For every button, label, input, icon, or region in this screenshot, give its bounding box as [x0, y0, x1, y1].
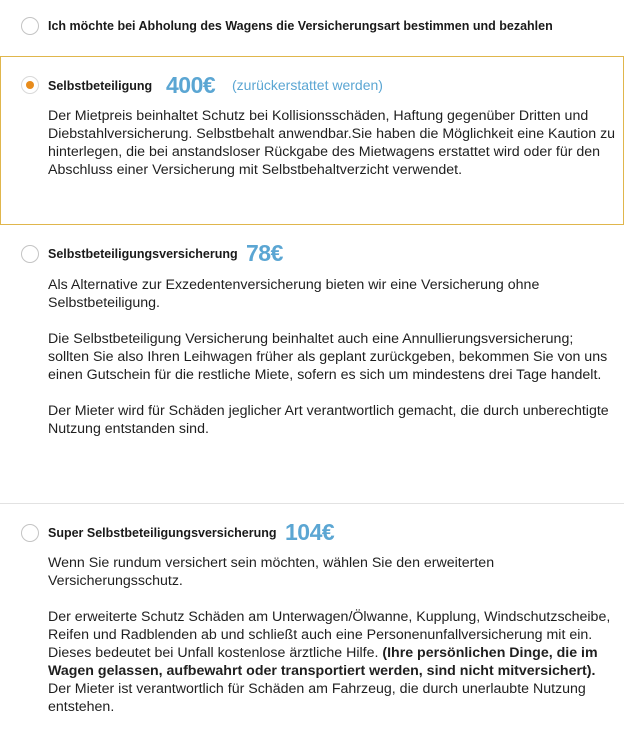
insurance-option-selbstbeteiligungsversicherung[interactable] [0, 225, 624, 503]
option-label[interactable]: Ich möchte bei Abholung des Wagens die Versicherungsart bestimmen und bezahlen [48, 19, 553, 33]
radio-selbstbeteiligung[interactable] [21, 76, 39, 94]
description-paragraph: Der Mieter wird für Schäden jeglicher Art verantwortlich gemacht, die durch unberechtigte Nutzung entstanden sind. [48, 403, 609, 437]
description-paragraph: Als Alternative zur Exzedentenversicherung bieten wir eine Versicherung ohne Selbstbeteiligung. [48, 277, 540, 311]
option-label[interactable]: Selbstbeteiligung [48, 79, 153, 93]
refund-note: (zurückerstattet werden) [232, 77, 383, 93]
option-description [48, 107, 618, 179]
description-paragraph: Wenn Sie rundum versichert sein möchten, wählen Sie den erweiterten Versicherungsschutz. [48, 555, 495, 589]
description-paragraph: Der Mietpreis beinhaltet Schutz bei Kollisionsschäden, Haftung gegenüber Dritten und Diebstahlversicherung. Selbstbehalt anwendbar.Sie haben die Möglichkeit eine Kaution zu hinterlegen, die bei anstandsloser Rückgabe des Mietwagens erstattet wird oder für den Abschluss einer Versicherung mit Selbstbehaltverzicht verwendet. [48, 108, 616, 178]
description-text: Der Mieter ist verantwortlich für Schäden am Fahrzeug, die durch unerlaubte Nutzung entstehen. [48, 681, 586, 715]
description-paragraph: Die Selbstbeteiligung Versicherung beinhaltet auch eine Annullierungsversicherung; sollten Sie also Ihren Leihwagen früher als geplant zurückgeben, bekommen Sie von uns einen Gutschein für die restliche Miete, sofern es sich um mindestens drei Tage handelt. [48, 331, 608, 383]
option-description [48, 554, 618, 716]
insurance-option-selbstbeteiligung[interactable] [0, 56, 624, 225]
option-label[interactable]: Super Selbstbeteiligungsversicherung [48, 526, 277, 540]
option-price: 78€ [246, 240, 283, 266]
insurance-option-pay-at-pickup[interactable] [0, 0, 624, 56]
insurance-option-super-selbstbeteiligungsversicherung[interactable] [0, 503, 624, 742]
radio-pay-at-pickup[interactable] [21, 17, 39, 35]
option-label[interactable]: Selbstbeteiligungsversicherung [48, 247, 238, 261]
radio-selbstbeteiligungsversicherung[interactable] [21, 245, 39, 263]
description-text: Der erweiterte Schutz Schäden am Unterwagen/Ölwanne, Kupplung, Windschutzscheibe, Reifen und Radblenden ab und schließt auch eine Personenunfallversicherung mit ein. Dieses bedeutet bei Unfall kostenlose ärztliche Hilfe. [48, 609, 611, 661]
description-bold-note: (Ihre persönlichen Dinge, die im Wagen gelassen, aufbewahrt oder transportiert werden, sind nicht mitversichert). [48, 645, 598, 679]
option-price: 400€ [166, 72, 216, 98]
radio-super-selbstbeteiligungsversicherung[interactable] [21, 524, 39, 542]
description-paragraph [48, 608, 618, 716]
option-description [48, 276, 618, 438]
option-price: 104€ [285, 519, 335, 545]
